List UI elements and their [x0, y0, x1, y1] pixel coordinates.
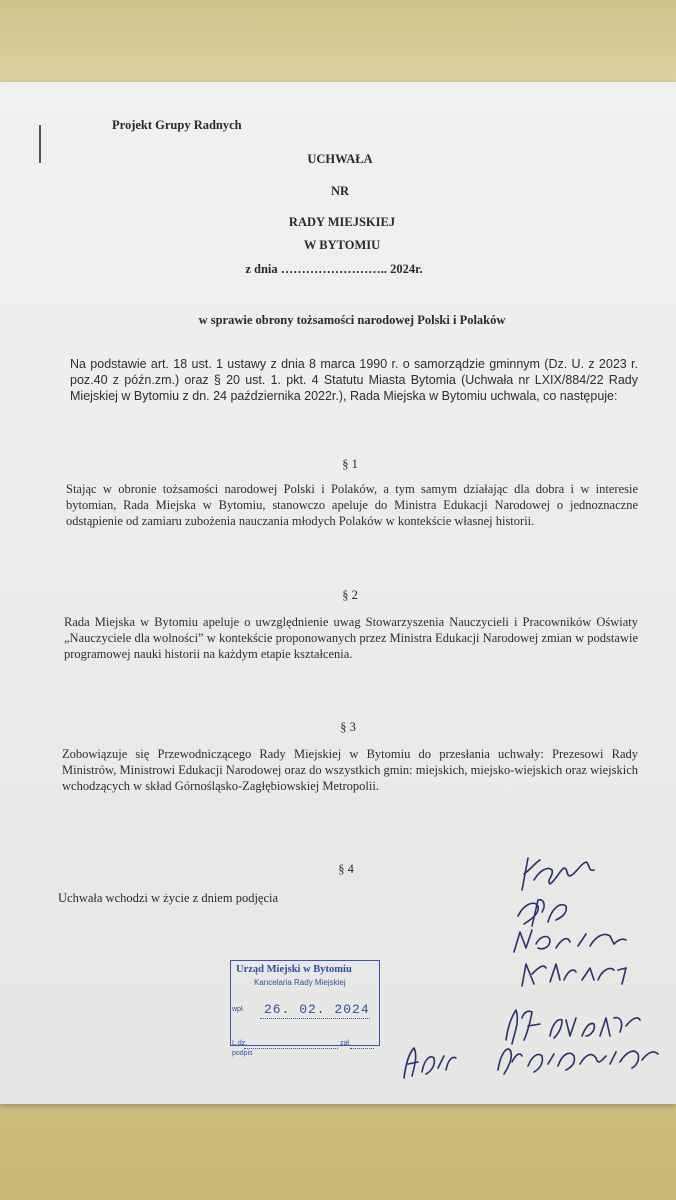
title-rady: RADY MIEJSKIEJ [288, 215, 396, 229]
desk-background-top [0, 0, 676, 90]
stamp-ldz-line [244, 1048, 338, 1049]
section-2-text: Rada Miejska w Bytomiu apeluje o uwzględnienie uwag Stowarzyszenia Nauczycieli i Pracowników Oświaty „Nauczyciele dla wolności” w kontekście proponowanych przez Ministra Edukacji Narodowej zmian w podstawie programowej nauki historii na każdym etapie kształcenia. [64, 615, 638, 661]
stamp-zal-label: zał. [340, 1040, 351, 1047]
project-label: Projekt Grupy Radnych [112, 118, 242, 132]
section-4-text: Uchwała wchodzi w życie z dniem podjęcia [58, 891, 279, 905]
stamp-office: Urząd Miejski w Bytomiu [236, 964, 352, 975]
date-line: z dnia …………………….. 2024r. [245, 262, 423, 276]
title-bytom: W BYTOMIU [303, 238, 381, 252]
section-2-label: § 2 [342, 588, 358, 602]
stamp-date: 26. 02. 2024 [264, 1002, 370, 1017]
signature-5 [506, 1010, 640, 1044]
handwritten-signatures [400, 840, 670, 1100]
margin-mark [39, 125, 41, 163]
section-3-text: Zobowiązuje się Przewodniczącego Rady Miejskiej w Bytomiu do przesłania uchwały: Prezesowi Rady Ministrów, Ministrowi Edukacji Narodowej oraz do wszystkich gmin: miejskich, miejsko-wiejskich oraz wiejskich wchodzących w skład Górnośląsko-Zagłębiowskiej Metropolii. [62, 747, 638, 793]
section-3-label: § 3 [340, 720, 356, 734]
section-1-text: Stając w obronie tożsamości narodowej Polski i Polaków, a tym samym działając dla dobra i w interesie bytomian, Rada Miejska w Bytomiu, stanowczo apeluje do Ministra Edukacji Narodowej o jednoznaczne odstąpienie od zamiaru zubożenia nauczania młodych Polaków w kontekście własnej historii. [66, 482, 638, 528]
desk-background-bottom [0, 1100, 676, 1200]
subject-line: w sprawie obrony tożsamości narodowej Polski i Polaków [198, 313, 506, 327]
signature-7 [404, 1048, 456, 1078]
signature-3 [514, 930, 626, 952]
section-4-label: § 4 [338, 862, 354, 876]
stamp-received-label: wpł. [232, 1006, 245, 1013]
stamp-zal-line [350, 1048, 374, 1049]
signature-1 [522, 858, 594, 890]
signature-6 [498, 1049, 658, 1074]
stamp-ldz-label: L.dz. [232, 1040, 248, 1047]
signature-4 [522, 964, 626, 986]
section-1-label: § 1 [342, 457, 358, 471]
stamp-department: Kancelaria Rady Miejskiej [254, 978, 346, 987]
stamp-podpis-label: podpis [232, 1050, 253, 1057]
title-uchwala: UCHWAŁA [307, 152, 373, 166]
title-nr: NR [330, 184, 350, 198]
received-stamp [230, 960, 380, 1060]
stamp-date-line [260, 1018, 370, 1019]
signature-2 [518, 900, 566, 926]
preamble: Na podstawie art. 18 ust. 1 ustawy z dnia 8 marca 1990 r. o samorządzie gminnym (Dz. U. z 2023 r. poz.40 z późn.zm.) oraz § 20 ust. 1. pkt. 4 Statutu Miasta Bytomia (Uchwała nr LXIX/884/22 Rady Miejskiej w Bytomiu z dn. 24 października 2022r.), Rada Miejska w Bytomiu uchwala, co następuje: [70, 357, 638, 403]
